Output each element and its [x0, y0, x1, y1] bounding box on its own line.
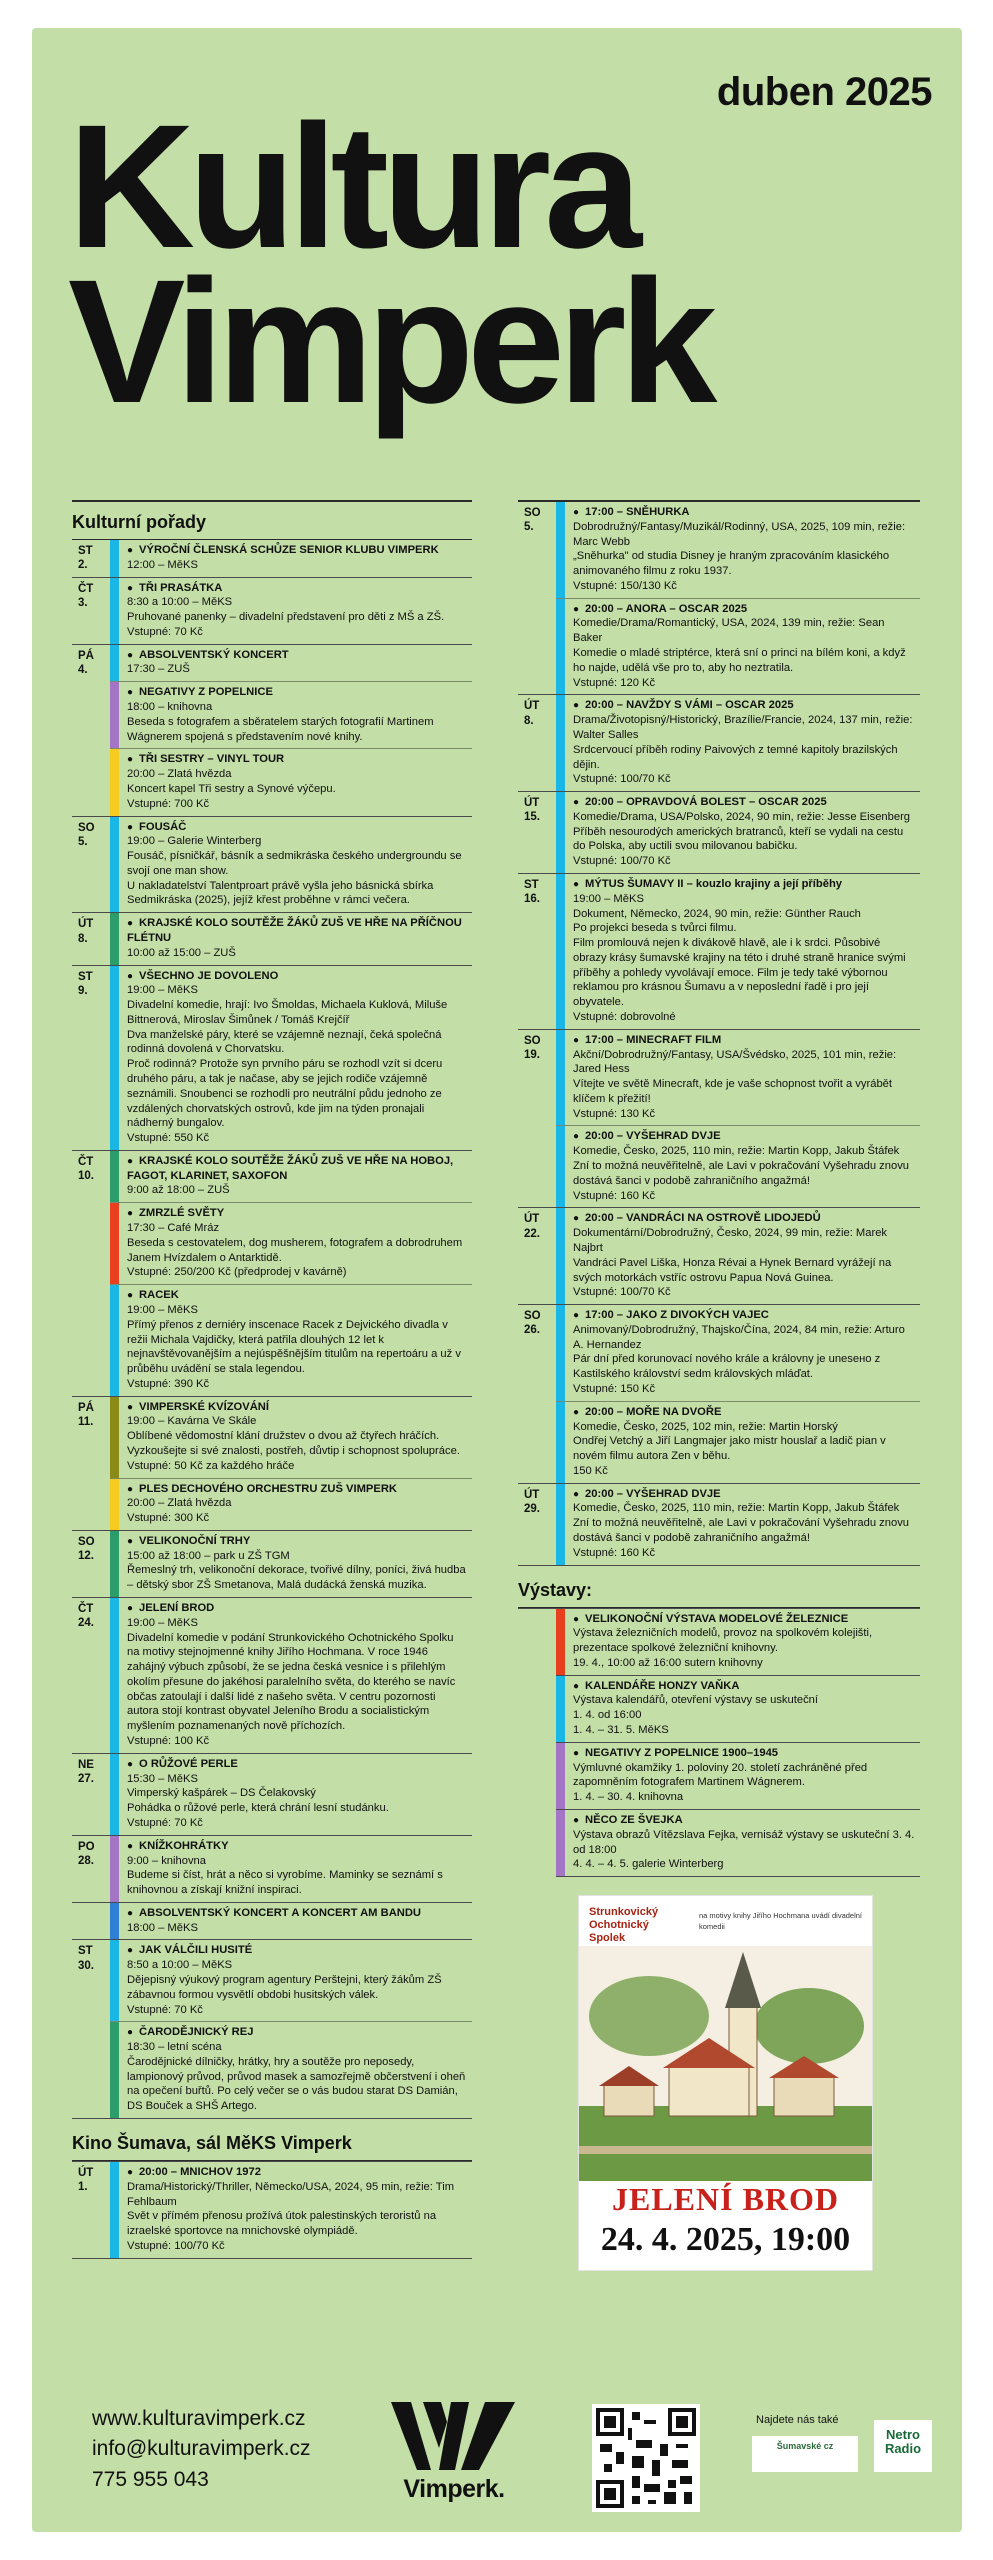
day-label: SO 5.	[524, 507, 541, 534]
category-color-bar	[110, 1598, 119, 1753]
event-name: ● JAK VÁLČILI HUSITÉ	[127, 1943, 468, 1958]
cinema-day	[518, 695, 920, 792]
event-name: ● 20:00 – MOŘE NA DVOŘE	[573, 1405, 916, 1420]
event-detail: Pruhované panenky – divadelní představení pro děti z MŠ a ZŠ.	[127, 611, 445, 624]
event-item	[110, 1531, 472, 1597]
cinema-day	[518, 874, 920, 1030]
event-detail: Komedie, Česko, 2025, 102 min, režie: Martin Horský	[573, 1420, 838, 1433]
event-name: ● NEGATIVY Z POPELNICE	[127, 685, 468, 700]
program-day	[72, 1151, 472, 1397]
category-color-bar	[556, 1484, 565, 1565]
event-detail: 19:00 – Galerie Winterberg	[127, 835, 262, 848]
event-detail: Vítejte ve světě Minecraft, kde je vaše schopnost tvořit a vyrábět klíčem k přežití!	[573, 1078, 892, 1105]
event-item	[110, 578, 472, 644]
event-detail: 19:00 – MěKS	[127, 1303, 198, 1316]
exhibition-name: ● KALENDÁŘE HONZY VAŇKA	[573, 1679, 818, 1694]
event-detail: Komedie, Česko, 2025, 110 min, režie: Martin Kopp, Jakub Štáfek	[573, 1502, 900, 1515]
program-day	[72, 966, 472, 1151]
event-item	[556, 1030, 920, 1127]
category-color-bar	[110, 2022, 119, 2118]
partners-label: Najdete nás také	[756, 2414, 839, 2426]
day-label: ST 2.	[78, 545, 93, 572]
event-detail: 12:00 – MěKS	[127, 558, 198, 571]
title-line-1: Kultura	[68, 89, 635, 285]
cinema-list	[72, 2161, 472, 2259]
event-item	[556, 1484, 920, 1565]
vimperk-logo-mark-icon	[389, 2398, 519, 2474]
event-detail: Vstupné: 250/200 Kč (předprodej v kavárně)	[127, 1266, 347, 1279]
category-color-bar	[556, 1810, 565, 1876]
event-detail: Vstupné: 120 Kč	[573, 676, 656, 689]
event-name: ● 20:00 – VANDRÁCI NA OSTROVĚ LIDOJEDŮ	[573, 1211, 916, 1226]
category-color-bar	[556, 1208, 565, 1304]
event-detail: Komedie/Drama/Romantický, USA, 2024, 139 min, režie: Sean Baker	[573, 617, 885, 645]
event-detail: Vstupné: 100/70 Kč	[127, 2239, 225, 2252]
event-detail: Budeme si číst, hrát a něco si vyrobíme. Maminky se seznámí s knihovnou a získají knižní inspiraci.	[127, 1869, 443, 1897]
day-label: SO 19.	[524, 1034, 541, 1062]
category-color-bar	[556, 1030, 565, 1126]
program-day	[72, 1836, 472, 1903]
event-item	[110, 1940, 472, 2022]
event-detail: 19:00 – MěKS	[127, 984, 198, 997]
category-color-bar	[110, 1479, 119, 1530]
email-link[interactable]: info@kulturavimperk.cz	[92, 2437, 311, 2461]
day-label: ÚT 22.	[524, 1213, 540, 1240]
event-detail: Komedie/Drama, USA/Polsko, 2024, 90 min, režie: Jesse Eisenberg	[573, 810, 911, 823]
exhibition-item	[556, 1676, 920, 1743]
event-detail: Dobrodružný/Fantasy/Muzikál/Rodinný, USA, 2025, 109 min, režie: Marc Webb	[573, 520, 906, 548]
event-detail: Čarodějnické dílničky, hrátky, hry a soutěže pro neposedy, lampionový průvod, průvod masek a samozřejmě občerstvení i oheň na opečení buřtů. Po celý večer se o vás budou starat DS Damián, DS Bouček a SHŠ Artego.	[127, 2055, 466, 2113]
website-link[interactable]: www.kulturavimperk.cz	[92, 2407, 306, 2430]
event-name: ● 20:00 – VYŠEHRAD DVJE	[573, 1129, 916, 1144]
event-detail: Dějepisný výukový program agentury Perštejni, který žákům ZŠ zábavnou formou vysvětlí obdobi husitských válek.	[127, 1973, 442, 2001]
category-color-bar	[110, 1940, 119, 2021]
event-name: ● KRAJSKÉ KOLO SOUTĚŽE ŽÁKŮ ZUŠ VE HŘE NA PŘÍČNOU FLÉTNU	[127, 916, 468, 946]
event-detail: Vstupné: 700 Kč	[127, 797, 210, 810]
event-item	[556, 599, 920, 695]
event-name: ● RACEK	[127, 1288, 468, 1303]
day-label: ÚT 8.	[524, 700, 540, 727]
event-detail: Vstupné: 70 Kč	[127, 2003, 203, 2016]
event-detail: „Sněhurka" od studia Disney je hraným zpracováním klasického animovaného filmu z roku 1937.	[573, 550, 890, 578]
contact-block	[92, 2404, 311, 2495]
event-detail: Vstupné: 100/70 Kč	[573, 855, 671, 868]
event-name: ● ABSOLVENTSKÝ KONCERT	[127, 648, 289, 663]
category-color-bar	[110, 1531, 119, 1597]
event-detail: Dokumentární/Dobrodružný, Česko, 2024, 99 min, režie: Marek Najbrt	[573, 1227, 888, 1254]
event-detail: Film promlouvá nejen k divákově hlavě, ale i k srdci. Působivé obrazy krásy šumavské krajiny na této i druhé straně hranice svými příběhy a pohledy vyvolávají emoce. Film je tedy také výbornou reklamou pro krásnou Šumavu a v neposlední řadě i pro její obyvatele.	[573, 937, 906, 1009]
day-label: SO 12.	[78, 1535, 95, 1563]
event-detail: Proč rodinná? Protože syn prvního páru se rozhodl vzít si dceru druhého páru, a tak je načase, aby se jejich rodiče vzájemně seznámili. Snoubenci se rozhodli pro neutrální půdu jednoho ze vzdálených chorvatských ostrovů, kde jim na týden pronajali nádherný bungalov.	[127, 1058, 443, 1130]
event-name: ● PLES DECHOVÉHO ORCHESTRU ZUŠ VIMPERK	[127, 1482, 397, 1497]
event-item	[110, 1836, 472, 1902]
event-item	[556, 695, 920, 791]
event-detail: 8:50 a 10:00 – MěKS	[127, 1959, 233, 1972]
event-item	[556, 792, 920, 873]
program-day	[72, 817, 472, 914]
event-detail: Komedie o mladé striptérce, která sní o princi na bílém koni, a když ho najde, udělá vše pro to, aby ho neztratila.	[573, 647, 906, 674]
event-detail: Beseda s fotografem a sběratelem starých fotografií Martinem Wágnerem spojená s představením nové knihy.	[127, 715, 434, 743]
event-detail: 15:30 – MěKS	[127, 1772, 198, 1785]
cinema-day	[518, 1030, 920, 1209]
event-detail: Ondřej Vetchý a Jiří Langmajer jako mistr houslař a ladič pian v novém filmu autora Zen v běhu.	[573, 1435, 886, 1463]
day-label: PÁ 11.	[78, 1401, 94, 1428]
event-name: ● KNÍŽKOHRÁTKY	[127, 1839, 468, 1854]
event-detail: Fousáč, písničkář, básník a sedmikráska českého undergroundu se svojí one man show.	[127, 850, 462, 877]
cinema-day	[518, 792, 920, 874]
exhibition-name: ● NEGATIVY Z POPELNICE 1900–1945	[573, 1746, 916, 1761]
event-item	[556, 1126, 920, 1207]
category-color-bar	[556, 1126, 565, 1207]
exhibition-detail: Výstava železničních modelů, provoz na spolkovém kolejišti, prezentace spolkové železniční knihovny.	[573, 1627, 873, 1655]
cinema-day	[518, 1484, 920, 1566]
event-name: ● 17:00 – SNĚHURKA	[573, 505, 916, 520]
event-name: ● 20:00 – VYŠEHRAD DVJE	[573, 1487, 916, 1502]
event-item	[110, 1479, 472, 1530]
program-list	[72, 540, 472, 2119]
category-color-bar	[110, 1754, 119, 1835]
event-detail: 18:00 – knihovna	[127, 701, 213, 714]
category-color-bar	[110, 578, 119, 644]
event-item	[110, 682, 472, 749]
category-color-bar	[110, 1151, 119, 1202]
title-line-2: Vimperk	[68, 243, 711, 440]
program-day	[72, 913, 472, 965]
exhibition-detail: 1. 4. – 30. 4. knihovna	[573, 1791, 684, 1804]
category-color-bar	[556, 1402, 565, 1483]
event-detail: Vstupné: 100 Kč	[127, 1735, 210, 1748]
day-label: NE 27.	[78, 1758, 94, 1786]
cinema-day	[72, 2162, 472, 2259]
category-color-bar	[556, 1676, 565, 1742]
event-detail: Vstupné: 130 Kč	[573, 1107, 656, 1120]
event-item	[110, 2162, 472, 2258]
category-color-bar	[110, 645, 119, 682]
event-name: ● 17:00 – MINECRAFT FILM	[573, 1033, 916, 1048]
event-detail: 20:00 – Zlatá hvězda	[127, 768, 232, 781]
category-color-bar	[110, 1903, 119, 1940]
event-detail: 9:00 až 18:00 – ZUŠ	[127, 1184, 230, 1197]
event-item	[110, 749, 472, 815]
cinema-day	[518, 502, 920, 695]
section-title-cinema: Kino Šumava, sál MěKS Vimperk	[72, 2119, 472, 2161]
event-detail: U nakladatelství Talentproart právě vyšla jeho básnická sbírka Sedmikráska (2025), jejíž křest proběhne v rámci večera.	[127, 879, 434, 907]
event-item	[556, 1305, 920, 1402]
category-color-bar	[110, 817, 119, 913]
day-label: ÚT 29.	[524, 1488, 540, 1516]
exhibition-detail: 1. 4. – 31. 5. MěKS	[573, 1724, 669, 1737]
event-name: ● 20:00 – ANORA – OSCAR 2025	[573, 602, 916, 617]
exhibition-item	[556, 1609, 920, 1676]
event-detail: Svět v přímém přenosu prožívá útok palestinských teroristů na izraelské sportovce na mnichovské olympiádě.	[127, 2210, 437, 2238]
event-detail: Drama/Životopisný/Historický, Brazílie/Francie, 2024, 137 min, režie: Walter Salles	[573, 714, 913, 741]
exhibition-detail: Výstava obrazů Vítězslava Fejka, vernisáž výstavy se uskuteční 3. 4. od 18:00	[573, 1828, 915, 1856]
event-item	[110, 1598, 472, 1753]
event-detail: 20:00 – Zlatá hvězda	[127, 1497, 232, 1510]
event-name: ● ČARODĚJNICKÝ REJ	[127, 2025, 468, 2040]
exhibition-detail: Výstava kalendářů, otevření výstavy se uskuteční	[573, 1694, 819, 1707]
day-label: SO 5.	[78, 821, 95, 848]
event-detail: 17:30 – Café Mráz	[127, 1222, 220, 1235]
left-column	[72, 500, 472, 2259]
event-item	[110, 1754, 472, 1835]
exhibition-detail: 1. 4. od 16:00	[573, 1709, 642, 1722]
section-title-exhibitions: Výstavy:	[518, 1566, 920, 1608]
event-detail: Dokument, Německo, 2024, 90 min, režie: Günther Rauch	[573, 907, 861, 920]
event-detail: Dva manželské páry, které se vzájemně neznají, čeká společná rodinná dovolená v Chorvatsku.	[127, 1028, 442, 1056]
poster-org: Strunkovický Ochotnický Spolek	[589, 1906, 659, 1945]
event-detail: Zní to možná neuvěřitelně, ale Lavi v pokračování Vyšehradu znovu dostává šanci v podobě zahraničního angažmá!	[573, 1517, 910, 1544]
event-detail: Pohádka o růžové perle, která chrání lesní studánku.	[127, 1802, 389, 1815]
event-detail: Oblíbené vědomostní klání družstev o dvou až čtyřech hráčích. Vyzkoušejte si své znalosti, postřeh, důvtip i schopnost spolupráce.	[127, 1430, 460, 1457]
event-detail: Vstupné: 390 Kč	[127, 1377, 210, 1390]
day-label: SO 26.	[524, 1310, 541, 1337]
event-item	[110, 913, 472, 964]
main-title	[68, 89, 711, 440]
event-detail: Vstupné: 550 Kč	[127, 1132, 210, 1145]
event-detail: Přímý přenos z derniéry inscenace Racek z Dejvického divadla v režii Michala Vajdičky, která patřila dlouhých 12 let k nejnavštěvovanějším a nejúspěšnějším titulům na repertoáru a už v průběhu uvádění se stala legendou.	[127, 1318, 461, 1376]
event-detail: 15:00 až 18:00 – park u ZŠ TGM	[127, 1549, 290, 1562]
category-color-bar	[556, 1305, 565, 1401]
exhibition-item	[556, 1810, 920, 1877]
category-color-bar	[556, 599, 565, 695]
event-detail: Akční/Dobrodružný/Fantasy, USA/Švédsko, 2025, 101 min, režie: Jared Hess	[573, 1048, 897, 1076]
event-detail: Vstupné: 100/70 Kč	[573, 1286, 671, 1299]
event-detail: 19:00 – MěKS	[127, 1616, 198, 1629]
category-color-bar	[556, 695, 565, 791]
event-detail: Vimperský kašpárek – DS Čelakovský	[127, 1787, 316, 1800]
partner-logo-sumavske[interactable]: Šumavské cz	[752, 2436, 858, 2472]
event-detail: Vstupné: 70 Kč	[127, 625, 203, 638]
exhibition-detail: Výmluvné okamžiky 1. poloviny 20. století zachráněné před zapomněním fotografem Martinem Wágnerem.	[573, 1761, 868, 1789]
event-name: ● ABSOLVENTSKÝ KONCERT A KONCERT AM BANDU	[127, 1906, 421, 1921]
phone-number: 775 955 043	[92, 2467, 209, 2491]
event-name: ● VIMPERSKÉ KVÍZOVÁNÍ	[127, 1400, 468, 1415]
event-item	[110, 1903, 472, 1940]
event-name: ● MÝTUS ŠUMAVY II – kouzlo krajiny a její příběhy	[573, 877, 916, 892]
event-detail: 19:00 – Kavárna Ve Skále	[127, 1415, 257, 1428]
month-label: duben 2025	[716, 70, 932, 114]
category-color-bar	[110, 913, 119, 964]
event-name: ● O RŮŽOVÉ PERLE	[127, 1757, 389, 1772]
day-label: ČT 10.	[78, 1155, 94, 1183]
event-detail: Vstupné: 160 Kč	[573, 1546, 656, 1559]
event-name: ● 20:00 – NAVŽDY S VÁMI – OSCAR 2025	[573, 698, 916, 713]
category-color-bar	[110, 1397, 119, 1478]
category-color-bar	[110, 1836, 119, 1902]
poster-title: JELENÍ BROD	[611, 2181, 840, 2218]
day-label: ÚT 15.	[524, 797, 540, 824]
cinema-list-continued	[518, 500, 920, 1566]
day-label	[72, 1903, 110, 1940]
program-day	[72, 578, 472, 645]
event-item	[110, 966, 472, 1150]
event-item	[110, 1203, 472, 1285]
event-name: ● ZMRZLÉ SVĚTY	[127, 1206, 468, 1221]
event-name: ● 20:00 – MNICHOV 1972	[127, 2165, 468, 2180]
event-detail: Divadelní komedie v podání Strunkovického Ochotnického Spolku na motivy stejnojmenné knihy Jiřího Hochmana. V roce 1946 zahájný výbuch způsobí, že se jedna česká vesnice i s přilehlým okolím přesune do jakéhosi paralelního světa, do kterého se navíc občas zatoulají i další lidé z našeho světa. V centru pozornosti autora stojí kontrast obyvatel Jeleního Brodu a socialistickým myšlením poznamenaných nově příchozích.	[127, 1631, 456, 1733]
day-label: ST 9.	[78, 970, 93, 997]
event-item	[556, 1402, 920, 1483]
category-color-bar	[110, 2162, 119, 2258]
event-detail: 150 Kč	[573, 1464, 608, 1477]
logo-word: Vimperk.	[403, 2475, 505, 2503]
exhibition-item	[556, 1743, 920, 1810]
partner-logo-netro-radio[interactable]: Netro Radio	[874, 2420, 932, 2472]
program-day	[72, 1598, 472, 1754]
day-label: PÁ 4.	[78, 649, 94, 677]
exhibition-detail: 19. 4., 10:00 až 16:00 sutern knihovny	[573, 1656, 763, 1669]
day-label: PO 28.	[78, 1840, 95, 1868]
event-detail: 18:00 – MěKS	[127, 1921, 198, 1934]
qr-code-icon	[596, 2408, 696, 2508]
vimperk-logo	[384, 2398, 524, 2504]
category-color-bar	[110, 1285, 119, 1395]
event-name: ● VŠECHNO JE DOVOLENO	[127, 969, 468, 984]
qr-code[interactable]	[592, 2404, 700, 2512]
cinema-day	[518, 1208, 920, 1305]
day-label: ČT 24.	[78, 1603, 94, 1630]
event-name: ● VÝROČNÍ ČLENSKÁ SCHŮZE SENIOR KLUBU VIMPERK	[127, 543, 439, 558]
event-name: ● KRAJSKÉ KOLO SOUTĚŽE ŽÁKŮ ZUŠ VE HŘE NA HOBOJ, FAGOT, KLARINET, SAXOFON	[127, 1154, 468, 1184]
event-item	[110, 645, 472, 683]
event-detail: 17:30 – ZUŠ	[127, 663, 190, 676]
event-detail: Vstupné: 150 Kč	[573, 1382, 656, 1395]
category-color-bar	[110, 1203, 119, 1284]
event-detail: Srdcervoucí příběh rodiny Paivových z temné kapitoly brazilských dějin.	[573, 743, 898, 771]
category-color-bar	[110, 966, 119, 1150]
category-color-bar	[556, 792, 565, 873]
event-detail: Vandráci Pavel Liška, Honza Révai a Hynek Bernard vyrážejí na svých motorkách vstříc ostrovu Papua Nová Guinea.	[573, 1256, 892, 1284]
program-day	[72, 1531, 472, 1598]
category-color-bar	[110, 540, 119, 577]
footer	[32, 2398, 962, 2528]
event-detail: Komedie, Česko, 2025, 110 min, režie: Martin Kopp, Jakub Štáfek	[573, 1145, 900, 1158]
event-detail: 18:30 – letní scéna	[127, 2041, 222, 2054]
category-color-bar	[110, 682, 119, 748]
event-item	[110, 1285, 472, 1395]
exhibition-detail: 4. 4. – 4. 5. galerie Winterberg	[573, 1858, 724, 1871]
exhibition-list	[518, 1608, 920, 1878]
event-item	[556, 502, 920, 599]
event-detail: 19:00 – MěKS	[573, 892, 644, 905]
event-detail: Řemeslný trh, velikonoční dekorace, tvořivé dílny, poníci, živá hudba – dětský sbor ZŠ Smetanova, Malá dudácká ženská muzika.	[127, 1564, 466, 1592]
event-detail: 9:00 – knihovna	[127, 1854, 206, 1867]
village-illustration	[579, 1946, 873, 2181]
event-detail: Vstupné: 100/70 Kč	[573, 773, 671, 786]
program-day	[72, 1903, 472, 1941]
program-day	[72, 1754, 472, 1836]
partners	[752, 2414, 952, 2456]
day-label: ÚT 1.	[78, 2167, 94, 2194]
event-name: ● 20:00 – OPRAVDOVÁ BOLEST – OSCAR 2025	[573, 795, 916, 810]
event-name: ● JELENÍ BROD	[127, 1601, 468, 1616]
event-detail: Koncert kapel Tři sestry a Synové výčepu.	[127, 782, 336, 795]
day-label: ST 16.	[524, 878, 540, 906]
event-detail: Drama/Historický/Thriller, Německo/USA, 2024, 95 min, režie: Tim Fehlbaum	[127, 2180, 455, 2208]
day-label: ST 30.	[78, 1945, 94, 1972]
event-detail: Animovaný/Dobrodružný, Thajsko/Čína, 2024, 84 min, režie: Arturo A. Hernandez	[573, 1323, 905, 1351]
category-color-bar	[556, 874, 565, 1029]
event-detail: Zní to možná neuvěřitelně, ale Lavi v pokračování Vyšehradu znovu dostává šanci v podobě zahraničního angažmá!	[573, 1160, 910, 1187]
program-day	[72, 540, 472, 578]
poster-date: 24. 4. 2025, 19:00	[600, 2221, 851, 2259]
category-color-bar	[110, 749, 119, 815]
event-item	[110, 540, 472, 577]
poster-info: na motivy knihy Jiřího Hochmana uvádí divadelní komedii	[699, 1911, 863, 1932]
right-column	[518, 500, 920, 2271]
event-detail: Divadelní komedie, hrají: Ivo Šmoldas, Michaela Kuklová, Miluše Bittnerová, Miroslav Šimůnek / Tomáš Krejčíř	[127, 999, 448, 1026]
event-name: ● 17:00 – JAKO Z DIVOKÝCH VAJEC	[573, 1308, 916, 1323]
event-detail: Příběh nesourodých amerických bratranců, kteří se vydali na cestu do Polska, aby uctili svou milovanou babičku.	[573, 825, 904, 853]
event-item	[110, 1151, 472, 1203]
category-color-bar	[556, 502, 565, 598]
event-detail: Vstupné: 50 Kč za každého hráče	[127, 1459, 295, 1472]
day-label: ČT 3.	[78, 582, 94, 609]
poster-page	[32, 28, 962, 2532]
program-day	[72, 1940, 472, 2119]
program-day	[72, 645, 472, 817]
event-item	[110, 1397, 472, 1479]
event-detail: Vstupné: 160 Kč	[573, 1189, 656, 1202]
section-title-programs: Kulturní pořady	[72, 500, 472, 540]
event-detail: Vstupné: 70 Kč	[127, 1816, 203, 1829]
day-label: ÚT 8.	[78, 918, 94, 945]
event-detail: 10:00 až 15:00 – ZUŠ	[127, 946, 236, 959]
event-detail: Vstupné: 150/130 Kč	[573, 579, 677, 592]
event-name: ● VELIKONOČNÍ TRHY	[127, 1534, 468, 1549]
event-item	[110, 817, 472, 913]
event-poster	[578, 1895, 873, 2271]
event-item	[556, 1208, 920, 1304]
event-item	[110, 2022, 472, 2118]
event-item	[556, 874, 920, 1029]
event-name: ● FOUSÁČ	[127, 820, 468, 835]
event-name: ● TŘI SESTRY – VINYL TOUR	[127, 752, 336, 767]
event-detail: Pár dní před korunovací nového krále a královny je unesено z Kastilského království sedm královských mláďat.	[573, 1353, 881, 1381]
cinema-day	[518, 1305, 920, 1484]
event-detail: Vstupné: 300 Kč	[127, 1512, 210, 1525]
event-detail: 8:30 a 10:00 – MěKS	[127, 596, 233, 609]
event-detail: Beseda s cestovatelem, dog musherem, fotografem a dobrodruhem Janem Hvízdalem o Antarktidě.	[127, 1236, 463, 1264]
event-detail: Po projekci beseda s tvůrci filmu.	[573, 922, 737, 935]
program-day	[72, 1397, 472, 1531]
category-color-bar	[556, 1743, 565, 1809]
event-name: ● TŘI PRASÁTKA	[127, 581, 444, 596]
exhibition-name: ● VELIKONOČNÍ VÝSTAVA MODELOVÉ ŽELEZNICE	[573, 1612, 916, 1627]
exhibition-name: ● NĚCO ZE ŠVEJKA	[573, 1813, 916, 1828]
event-detail: Vstupné: dobrovolné	[573, 1011, 676, 1023]
category-color-bar	[556, 1609, 565, 1675]
